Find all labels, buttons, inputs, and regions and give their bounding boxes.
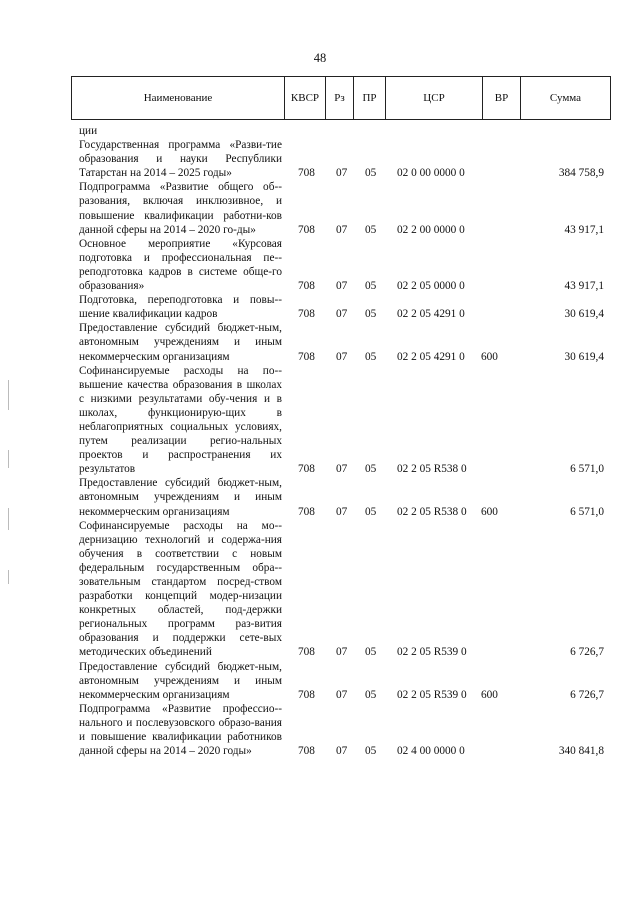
row-kvsr: 708 xyxy=(298,505,315,518)
row-rz: 07 xyxy=(336,505,348,518)
row-pr: 05 xyxy=(365,505,377,518)
row-sum: 6 571,0 xyxy=(570,505,604,518)
row-vr: 600 xyxy=(481,350,498,363)
table-row xyxy=(79,702,604,758)
table-row xyxy=(79,476,604,518)
row-pr: 05 xyxy=(365,688,377,701)
row-rz: 07 xyxy=(336,350,348,363)
table-row xyxy=(79,660,604,702)
row-pr: 05 xyxy=(365,280,377,293)
table-row xyxy=(79,364,604,477)
row-name: Предоставление субсидий бюджет-ным, автономным учреждениям и иным некоммерческим организациям xyxy=(79,322,282,363)
row-pr: 05 xyxy=(365,308,377,321)
row-csr: 02 0 00 0000 0 xyxy=(397,167,465,180)
table-row xyxy=(79,124,604,138)
row-csr: 02 2 05 R538 0 xyxy=(397,463,467,476)
row-kvsr: 708 xyxy=(298,688,315,701)
row-pr: 05 xyxy=(365,350,377,363)
row-rz: 07 xyxy=(336,280,348,293)
row-pr: 05 xyxy=(365,167,377,180)
scan-margin-marks xyxy=(8,380,10,624)
row-sum: 43 917,1 xyxy=(564,223,604,236)
row-csr: 02 2 05 R539 0 xyxy=(397,688,467,701)
row-rz: 07 xyxy=(336,646,348,659)
header-vr: ВР xyxy=(483,77,521,119)
header-sum: Сумма xyxy=(549,92,582,104)
row-kvsr: 708 xyxy=(298,167,315,180)
row-rz: 07 xyxy=(336,308,348,321)
row-kvsr: 708 xyxy=(298,280,315,293)
row-sum: 340 841,8 xyxy=(558,745,604,758)
row-name: Подготовка, переподготовка и повы-шение квалификации кадров xyxy=(79,294,282,321)
row-sum: 6 726,7 xyxy=(570,646,604,659)
row-csr: 02 2 05 4291 0 xyxy=(397,350,465,363)
row-sum: 384 758,9 xyxy=(558,167,604,180)
table-row xyxy=(79,180,604,236)
page-number: 48 xyxy=(313,51,327,65)
table-row xyxy=(79,321,604,363)
row-kvsr: 708 xyxy=(298,745,315,758)
header-name: Наименование xyxy=(72,77,285,119)
table-body xyxy=(79,124,604,758)
row-name: Подпрограмма «Развитие общего об-разования, включая инклюзивное, и повышение квалификации работни-ков данной сферы на 2014 – 2020 го-ды» xyxy=(79,181,282,236)
row-vr: 600 xyxy=(481,505,498,518)
table-header xyxy=(71,76,611,120)
table-row xyxy=(79,237,604,293)
table-row xyxy=(79,519,604,660)
row-name: Подпрограмма «Развитие профессио-нального и послевузовского образо-вания и повышение квалификации работников данной сферы на 2014 – 2020 годы» xyxy=(79,702,282,758)
row-sum: 6 571,0 xyxy=(570,463,604,476)
row-csr: 02 2 00 0000 0 xyxy=(397,223,465,236)
row-kvsr: 708 xyxy=(298,223,315,236)
row-csr: 02 2 05 R539 0 xyxy=(397,646,467,659)
header-kvsr: КВСР xyxy=(285,77,326,119)
row-rz: 07 xyxy=(336,745,348,758)
row-rz: 07 xyxy=(336,463,348,476)
row-sum: 6 726,7 xyxy=(570,688,604,701)
row-kvsr: 708 xyxy=(298,463,315,476)
row-name: Софинансируемые расходы на по-вышение качества образования в школах с низкими результатами обу-чения и в школах, функционирую-щих в неблагоприятных социальных условиях, путем реализации регио-нальных проектов и распространения их результатов xyxy=(79,364,282,476)
header-csr: ЦСР xyxy=(386,77,483,119)
header-rz: Рз xyxy=(326,77,354,119)
row-name: ции xyxy=(79,125,98,137)
row-name: Софинансируемые расходы на мо-дернизацию технологий и содержа-ния обучения в соответствии с новым федеральным государственным обра-зовательным стандартом посред-ством разработки концепций модер-низации конкретных областей, под-держки региональных программ раз-вития образования и поддержки сете-вых методических объединений xyxy=(79,519,282,659)
row-csr: 02 2 05 4291 0 xyxy=(397,308,465,321)
row-name: Государственная программа «Разви-тие образования и науки Республики Татарстан на 2014 – 2025 годы» xyxy=(79,139,282,180)
row-pr: 05 xyxy=(365,463,377,476)
row-rz: 07 xyxy=(336,167,348,180)
row-sum: 30 619,4 xyxy=(564,308,604,321)
row-pr: 05 xyxy=(365,745,377,758)
row-kvsr: 708 xyxy=(298,646,315,659)
row-name: Предоставление субсидий бюджет-ным, автономным учреждениям и иным некоммерческим организациям xyxy=(79,660,282,701)
row-name: Основное мероприятие «Курсовая подготовка и профессиональная пе-реподготовка кадров в системе обще-го образования» xyxy=(79,237,282,293)
row-kvsr: 708 xyxy=(298,308,315,321)
row-sum: 43 917,1 xyxy=(564,280,604,293)
row-csr: 02 2 05 0000 0 xyxy=(397,280,465,293)
row-rz: 07 xyxy=(336,688,348,701)
row-csr: 02 2 05 R538 0 xyxy=(397,505,467,518)
row-pr: 05 xyxy=(365,223,377,236)
row-sum: 30 619,4 xyxy=(564,350,604,363)
row-kvsr: 708 xyxy=(298,350,315,363)
table-row xyxy=(79,293,604,321)
header-pr: ПР xyxy=(354,77,386,119)
row-name: Предоставление субсидий бюджет-ным, автономным учреждениям и иным некоммерческим организациям xyxy=(79,477,282,518)
table-row xyxy=(79,138,604,180)
row-csr: 02 4 00 0000 0 xyxy=(397,745,465,758)
row-rz: 07 xyxy=(336,223,348,236)
row-vr: 600 xyxy=(481,688,498,701)
row-pr: 05 xyxy=(365,646,377,659)
